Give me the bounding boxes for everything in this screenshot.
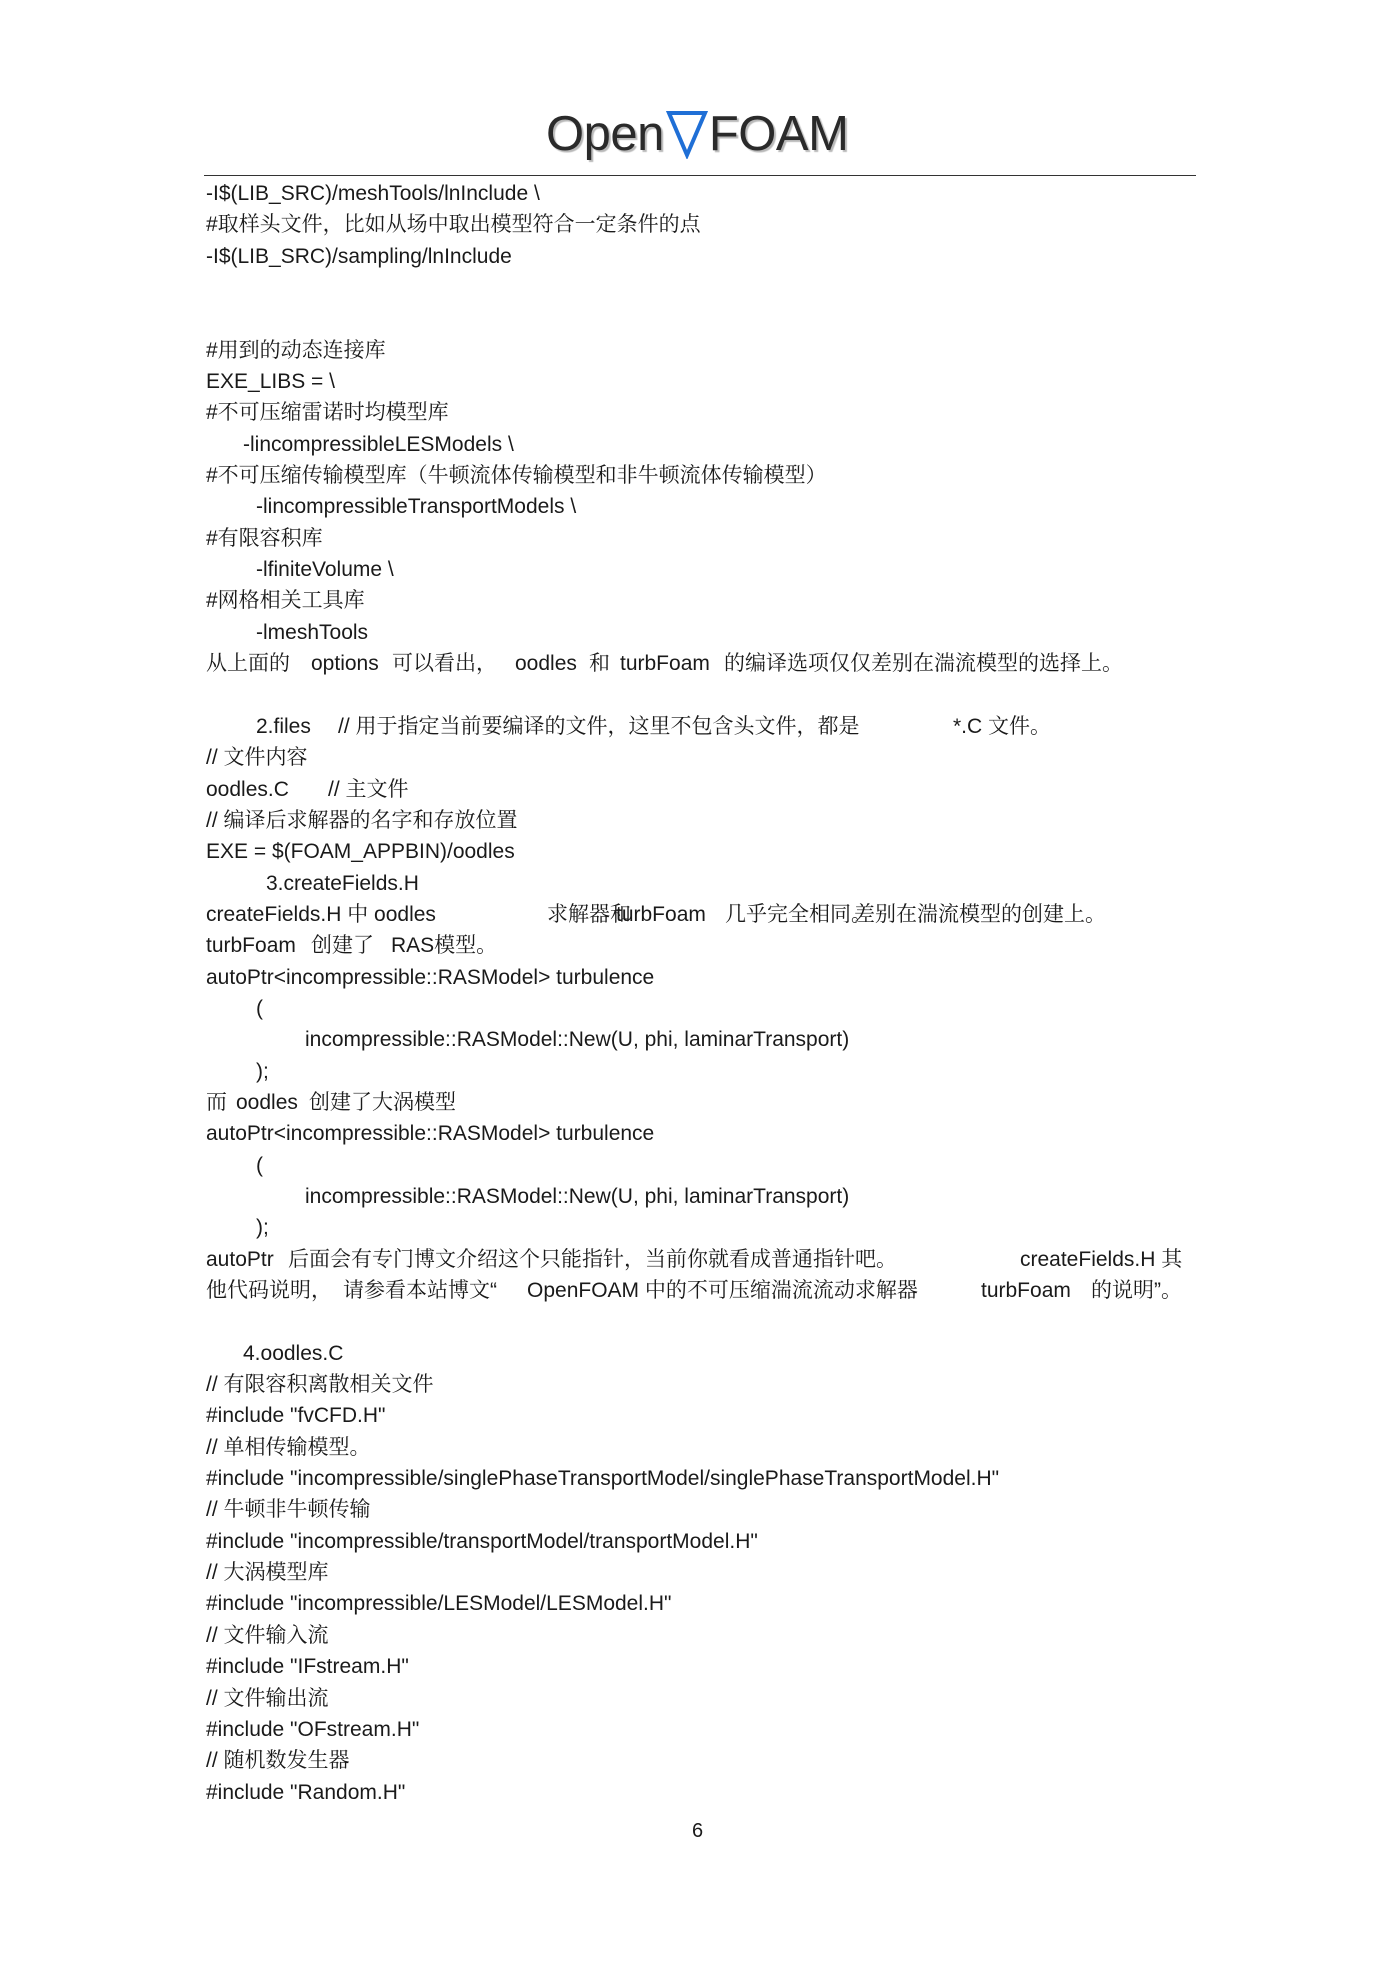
text-segment: // 单相传输模型。 xyxy=(206,1435,371,1459)
text-segment: // 编译后求解器的名字和存放位置 xyxy=(206,808,518,832)
text-segment: 他代码说明， xyxy=(206,1279,332,1303)
text-line xyxy=(206,805,1196,836)
text-line xyxy=(206,1714,1196,1745)
text-segment: ); xyxy=(256,1216,269,1240)
document-body xyxy=(206,178,1196,1808)
text-segment: createFields.H 其 xyxy=(1020,1247,1183,1271)
page-number: 6 xyxy=(691,1820,704,1842)
text-line xyxy=(206,1338,1196,1369)
text-line xyxy=(206,648,1196,679)
text-line xyxy=(206,241,1196,272)
text-segment: #网格相关工具库 xyxy=(206,589,365,613)
text-segment: ( xyxy=(256,1153,263,1177)
text-line xyxy=(206,1369,1196,1400)
text-line xyxy=(206,1400,1196,1431)
text-segment: -I$(LIB_SRC)/sampling/lnInclude xyxy=(206,244,512,268)
text-segment: #有限容积库 xyxy=(206,526,323,550)
blank-line xyxy=(206,680,1196,711)
text-line xyxy=(206,1494,1196,1525)
text-segment: #include "Random.H" xyxy=(206,1780,406,1804)
text-segment: #取样头文件，比如从场中取出模型符合一定条件的点 xyxy=(206,213,701,237)
text-line xyxy=(206,178,1196,209)
text-line xyxy=(206,1526,1196,1557)
logo-text-open: Open xyxy=(546,107,664,161)
text-line xyxy=(206,711,1196,742)
text-line xyxy=(206,774,1196,805)
text-segment: 创建了 xyxy=(311,934,374,958)
text-segment: ( xyxy=(256,996,263,1020)
text-segment: 而 xyxy=(206,1090,227,1114)
text-segment: 几乎完全相同。 xyxy=(725,902,872,926)
text-segment: 后面会有专门博文介绍这个只能指针，当前你就看成普通指针吧。 xyxy=(288,1247,897,1271)
text-segment: ); xyxy=(256,1059,269,1083)
text-line xyxy=(206,1118,1196,1149)
text-segment: 的编译选项仅仅差别在湍流模型的选择上。 xyxy=(724,652,1123,676)
text-segment: 差别在湍流模型的创建上。 xyxy=(854,902,1106,926)
text-line xyxy=(206,397,1196,428)
text-segment: // 文件输入流 xyxy=(206,1623,329,1647)
text-line xyxy=(206,1150,1196,1181)
text-segment: OpenFOAM 中的不可压缩湍流流动求解器 xyxy=(527,1279,918,1303)
text-line xyxy=(206,1651,1196,1682)
openfoam-logo xyxy=(546,104,848,164)
text-segment: 4.oodles.C xyxy=(243,1341,344,1365)
text-segment: // 有限容积离散相关文件 xyxy=(206,1373,434,1397)
text-segment: -lincompressibleLESModels \ xyxy=(243,432,514,456)
text-segment: 和 xyxy=(589,652,610,676)
text-segment: // 大涡模型库 xyxy=(206,1561,329,1585)
text-segment: // 用于指定当前要编译的文件，这里不包含头文件，都是 xyxy=(338,714,860,738)
text-line xyxy=(206,993,1196,1024)
text-segment: RAS模型。 xyxy=(391,934,498,958)
text-line xyxy=(206,962,1196,993)
text-segment: -I$(LIB_SRC)/meshTools/lnInclude \ xyxy=(206,182,540,205)
text-segment: #不可压缩传输模型库（牛顿流体传输模型和非牛顿流体传输模型） xyxy=(206,464,827,488)
text-segment: 的说明”。 xyxy=(1091,1279,1182,1303)
text-segment: oodles xyxy=(236,1090,298,1114)
text-segment: // 主文件 xyxy=(328,777,409,801)
text-segment: #include "IFstream.H" xyxy=(206,1655,409,1679)
text-line xyxy=(206,460,1196,491)
text-line xyxy=(206,585,1196,616)
text-segment: 从上面的 xyxy=(206,652,290,676)
text-segment: turbFoam xyxy=(981,1279,1071,1303)
text-segment: 请参看本站博文“ xyxy=(343,1279,497,1303)
text-line xyxy=(206,554,1196,585)
text-segment: incompressible::RASModel::New(U, phi, laminarTransport) xyxy=(305,1185,850,1208)
text-segment: // 文件输出流 xyxy=(206,1686,329,1710)
text-line xyxy=(206,1181,1196,1212)
text-line xyxy=(206,836,1196,867)
text-segment: turbFoam xyxy=(206,934,296,958)
text-segment: #用到的动态连接库 xyxy=(206,338,386,362)
text-line xyxy=(206,742,1196,773)
text-line xyxy=(206,1463,1196,1494)
text-segment: -lmeshTools xyxy=(256,620,369,644)
blank-line xyxy=(206,272,1196,303)
text-line xyxy=(206,366,1196,397)
text-segment: 求解器和 xyxy=(547,902,631,926)
text-segment: #不可压缩雷诺时均模型库 xyxy=(206,401,449,425)
text-segment: // 牛顿非牛顿传输 xyxy=(206,1498,371,1522)
text-segment: 可以看出， xyxy=(392,652,497,676)
text-segment: EXE = $(FOAM_APPBIN)/oodles xyxy=(206,840,515,864)
text-segment: oodles xyxy=(515,652,577,676)
blank-line xyxy=(206,1306,1196,1337)
text-line xyxy=(206,617,1196,648)
text-line xyxy=(206,930,1196,961)
text-line xyxy=(206,491,1196,522)
text-segment: #include "incompressible/transportModel/transportModel.H" xyxy=(206,1529,758,1553)
text-segment: #include "fvCFD.H" xyxy=(206,1404,386,1428)
text-segment: 创建了大涡模型 xyxy=(309,1090,456,1114)
text-segment: EXE_LIBS = \ xyxy=(206,370,335,394)
nabla-icon xyxy=(666,109,708,159)
text-segment: incompressible::RASModel::New(U, phi, laminarTransport) xyxy=(305,1028,850,1052)
text-line xyxy=(206,1087,1196,1118)
text-line xyxy=(206,335,1196,366)
logo-text-foam: FOAM xyxy=(708,107,849,161)
text-line xyxy=(206,429,1196,460)
text-segment: #include "OFstream.H" xyxy=(206,1717,420,1741)
text-line xyxy=(206,1056,1196,1087)
text-line xyxy=(206,1024,1196,1055)
text-line xyxy=(206,1745,1196,1776)
text-segment: // 随机数发生器 xyxy=(206,1749,350,1773)
text-line xyxy=(206,1557,1196,1588)
header-divider xyxy=(204,175,1196,176)
text-segment: *.C 文件。 xyxy=(953,714,1052,738)
text-segment: #include "incompressible/LESModel/LESModel.H" xyxy=(206,1592,672,1616)
text-segment: createFields.H 中 oodles xyxy=(206,902,436,926)
text-line xyxy=(206,868,1196,899)
text-line xyxy=(206,523,1196,554)
text-line xyxy=(206,1683,1196,1714)
text-segment: -lincompressibleTransportModels \ xyxy=(256,495,577,519)
text-segment: -lfiniteVolume \ xyxy=(256,558,394,582)
text-segment: // 文件内容 xyxy=(206,746,308,770)
text-line xyxy=(206,1588,1196,1619)
text-line xyxy=(206,1244,1196,1275)
text-segment: autoPtr<incompressible::RASModel> turbulence xyxy=(206,965,655,989)
text-segment: options xyxy=(311,652,379,676)
text-segment: 2.files xyxy=(256,714,311,738)
text-segment: oodles.C xyxy=(206,777,289,801)
text-line xyxy=(206,1620,1196,1651)
text-segment: #include "incompressible/singlePhaseTransportModel/singlePhaseTransportModel.H" xyxy=(206,1467,1000,1491)
text-line xyxy=(206,209,1196,240)
text-line xyxy=(206,1777,1196,1808)
blank-line xyxy=(206,303,1196,334)
text-line xyxy=(206,1432,1196,1463)
text-line xyxy=(206,1212,1196,1243)
text-line xyxy=(206,899,1196,930)
text-segment: autoPtr<incompressible::RASModel> turbulence xyxy=(206,1122,655,1146)
text-segment: autoPtr xyxy=(206,1247,274,1271)
text-segment: turbFoam xyxy=(620,652,710,676)
text-segment: turbFoam xyxy=(616,902,706,926)
text-segment: 3.createFields.H xyxy=(266,871,419,895)
text-line xyxy=(206,1275,1196,1306)
